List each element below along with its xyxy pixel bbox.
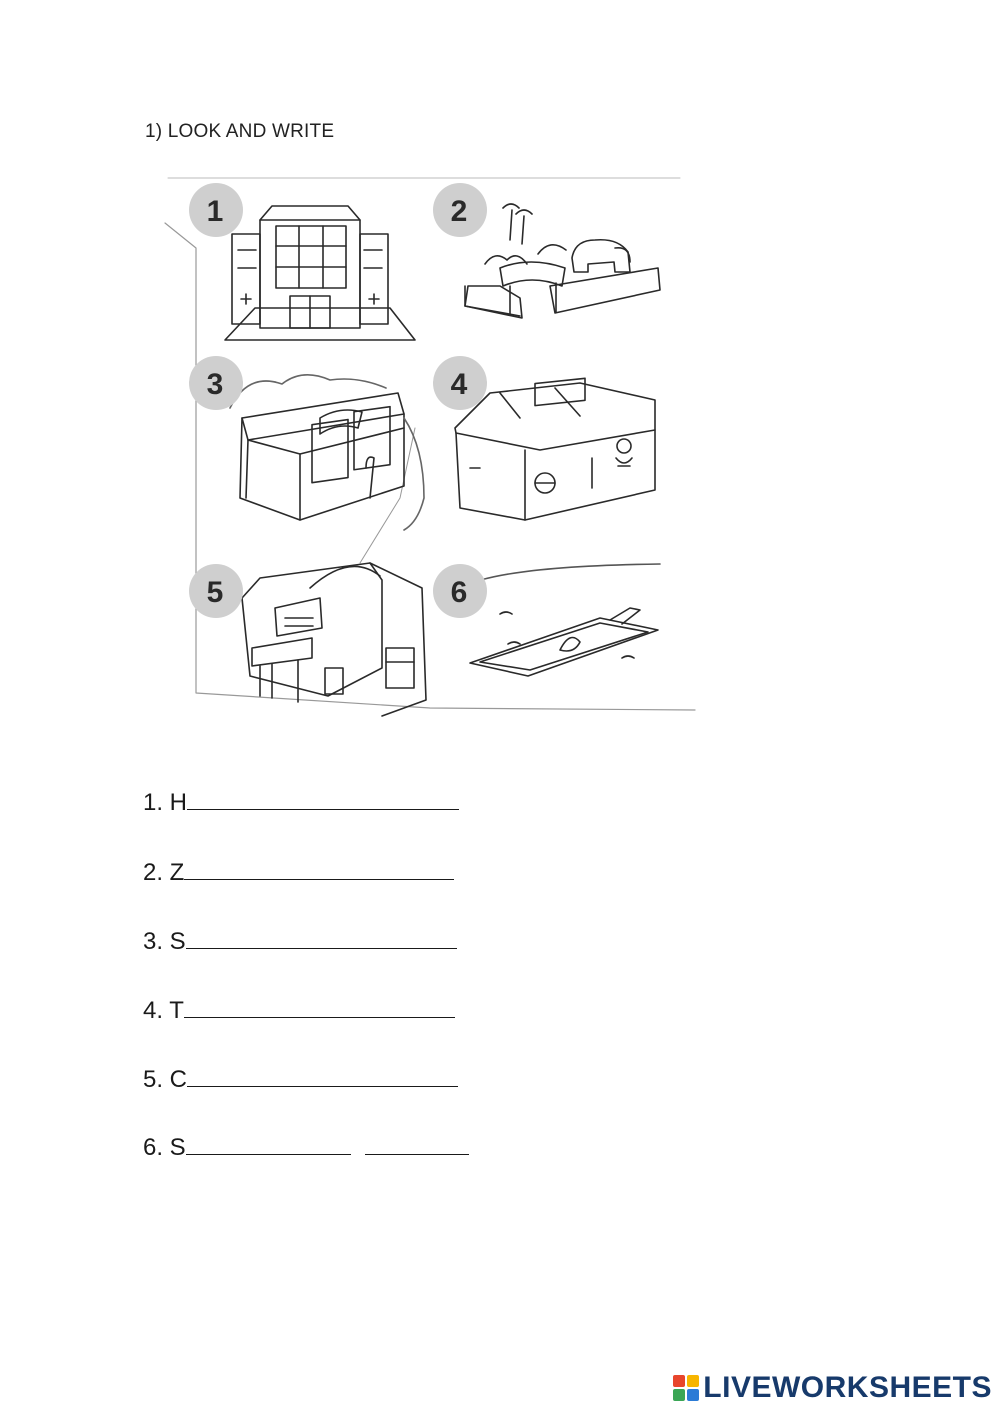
- answer-blank[interactable]: [187, 1063, 458, 1087]
- number-badges: [189, 183, 487, 618]
- answer-row: [143, 1063, 458, 1094]
- answer-blank[interactable]: [184, 994, 455, 1018]
- answer-blank[interactable]: [187, 786, 459, 810]
- answer-prompt: 3. S: [143, 928, 186, 955]
- picture-number: 5: [206, 576, 224, 609]
- liveworksheets-logo: [673, 1371, 992, 1405]
- hospital-icon: [225, 206, 415, 340]
- swimming-pool-icon: [460, 564, 660, 676]
- answer-row: [143, 856, 454, 887]
- answer-prompt: 2. Z: [143, 859, 185, 886]
- answer-row: [143, 994, 455, 1025]
- logo-square: [687, 1389, 699, 1401]
- answer-row: [143, 925, 457, 956]
- picture-number: 4: [450, 368, 468, 401]
- toy-shop-icon: [455, 378, 655, 520]
- answer-prompt: 5. C: [143, 1066, 188, 1093]
- answer-row: [143, 786, 459, 817]
- answer-blank[interactable]: [186, 925, 457, 949]
- picture-number: 2: [450, 195, 468, 228]
- picture-grid: [160, 168, 700, 728]
- cinema-icon: [242, 563, 426, 716]
- logo-brand-text: LIVEWORKSHEETS: [703, 1371, 992, 1404]
- worksheet-instruction: 1) LOOK AND WRITE: [145, 121, 335, 142]
- logo-square: [673, 1375, 685, 1387]
- answer-blank[interactable]: [184, 856, 454, 880]
- picture-number: 1: [206, 195, 224, 228]
- answer-prompt: 1. H: [143, 789, 188, 816]
- logo-square: [673, 1389, 685, 1401]
- logo-squares-icon: [673, 1375, 699, 1401]
- picture-number: 3: [206, 368, 224, 401]
- answer-row: [143, 1131, 469, 1162]
- answer-prompt: 4. T: [143, 997, 184, 1024]
- answer-blank[interactable]: [186, 1131, 351, 1155]
- answer-blank[interactable]: [365, 1131, 469, 1155]
- picture-number: 6: [450, 576, 468, 609]
- logo-square: [687, 1375, 699, 1387]
- answer-prompt: 6. S: [143, 1134, 186, 1161]
- zoo-icon: [465, 204, 660, 318]
